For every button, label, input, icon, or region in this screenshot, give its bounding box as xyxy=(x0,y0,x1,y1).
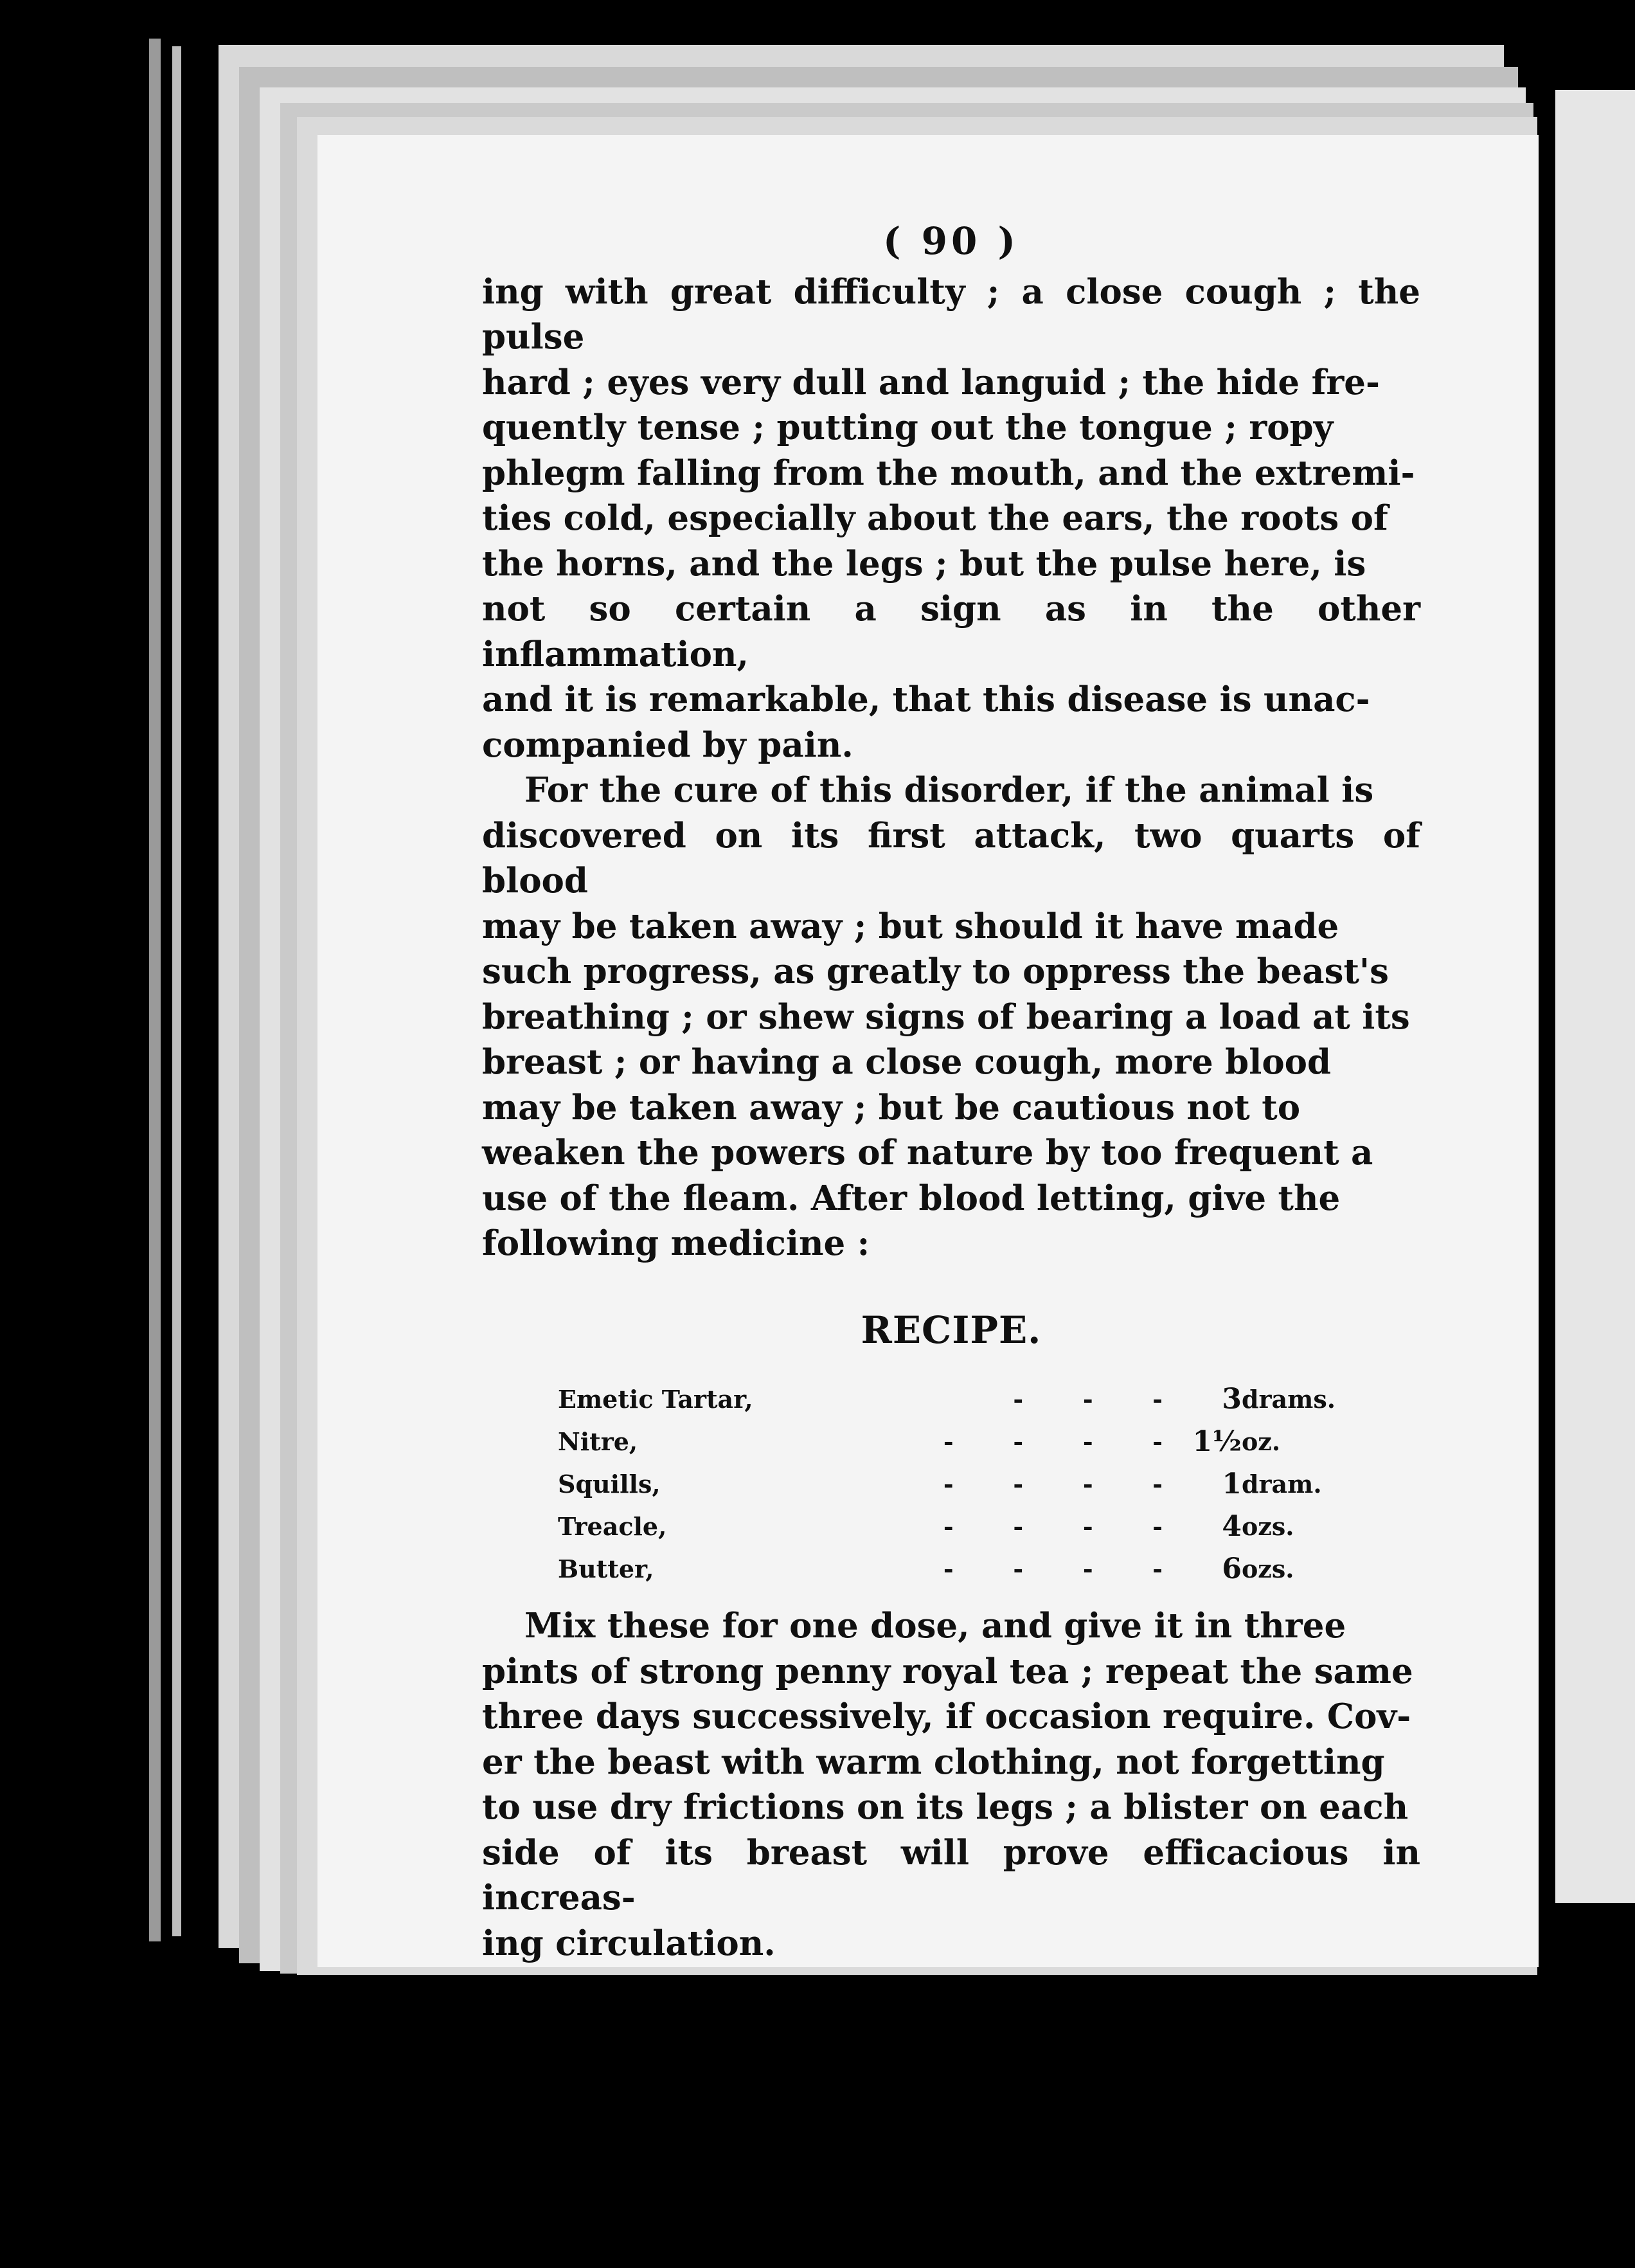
text-line: breast ; or having a close cough, more blood xyxy=(482,1042,1332,1082)
text-line: For the cure of this disorder, if the animal is xyxy=(524,770,1374,810)
text-line: pints of strong penny royal tea ; repeat the same xyxy=(482,1651,1413,1691)
text-line: weaken the powers of nature by too frequent a xyxy=(482,1133,1373,1173)
text-line: side of its breast will prove efficacious in increas- xyxy=(482,1832,1420,1918)
leader-dash: - xyxy=(1082,1385,1093,1414)
text-line: three days successively, if occasion require. Cov- xyxy=(482,1697,1411,1736)
leader-dash: - xyxy=(1152,1470,1163,1498)
page-text xyxy=(482,219,1420,1966)
text-line: may be taken away ; but be cautious not to xyxy=(482,1087,1301,1128)
leader-dash: - xyxy=(1013,1554,1024,1583)
recipe-quantity: 1 xyxy=(1222,1468,1242,1500)
facing-page xyxy=(1555,90,1635,1903)
leader-dash: - xyxy=(1082,1427,1093,1456)
text-line: the horns, and the legs ; but the pulse here, is xyxy=(482,543,1366,584)
text-line: hard ; eyes very dull and languid ; the hide fre- xyxy=(482,362,1380,402)
text-line: breathing ; or shew signs of bearing a load at its xyxy=(482,996,1410,1037)
text-line: companied by pain. xyxy=(482,724,853,765)
leader-dash: - xyxy=(1152,1554,1163,1583)
recipe-unit: oz. xyxy=(1241,1427,1281,1456)
recipe-unit: ozs. xyxy=(1241,1512,1294,1541)
text-line: phlegm falling from the mouth, and the extremi- xyxy=(482,453,1415,493)
text-line: ing with great difficulty ; a close cough ; the pulse xyxy=(482,271,1420,357)
leader-dash: - xyxy=(1152,1385,1163,1414)
recipe-quantity: 1½ xyxy=(1192,1425,1242,1458)
leader-dash: - xyxy=(1152,1427,1163,1456)
leader-dash: - xyxy=(1152,1512,1163,1541)
recipe-heading: RECIPE. xyxy=(861,1308,1042,1352)
recipe-row xyxy=(558,1421,1336,1463)
recipe-table xyxy=(558,1378,1336,1590)
paragraph-cure xyxy=(482,768,1420,1266)
text-line: such progress, as greatly to oppress the beast's xyxy=(482,951,1389,991)
leader-dash: - xyxy=(1013,1427,1024,1456)
recipe-quantity: 6 xyxy=(1222,1553,1242,1585)
paragraph-symptoms xyxy=(482,269,1420,768)
page-number: ( 90 ) xyxy=(883,219,1019,263)
recipe-unit: drams. xyxy=(1241,1385,1336,1414)
leader-dash: - xyxy=(943,1470,954,1498)
text-line: to use dry frictions on its legs ; a blister on each xyxy=(482,1787,1409,1827)
leader-dash: - xyxy=(1082,1470,1093,1498)
text-line: discovered on its first attack, two quarts of blood xyxy=(482,815,1420,901)
leader-dash: - xyxy=(943,1427,954,1456)
text-line: ing circulation. xyxy=(482,1923,776,1963)
recipe-unit: dram. xyxy=(1241,1470,1322,1498)
text-line: may be taken away ; but should it have made xyxy=(482,906,1339,946)
text-line: er the beast with warm clothing, not forgetting xyxy=(482,1742,1385,1782)
recipe-unit: ozs. xyxy=(1241,1554,1294,1583)
paragraph-directions xyxy=(482,1603,1420,1966)
leader-dash: - xyxy=(943,1554,954,1583)
recipe-row xyxy=(558,1548,1336,1590)
recipe-quantity: 4 xyxy=(1222,1510,1242,1543)
recipe-item: Nitre, xyxy=(558,1427,638,1456)
leader-dash xyxy=(914,1378,983,1421)
recipe-item: Squills, xyxy=(558,1470,661,1498)
recipe-quantity: 3 xyxy=(1222,1383,1242,1416)
leader-dash: - xyxy=(1082,1554,1093,1583)
text-line: not so certain a sign as in the other inflammation, xyxy=(482,589,1420,674)
text-line: following medicine : xyxy=(482,1223,870,1263)
leader-dash: - xyxy=(1013,1470,1024,1498)
page-edge xyxy=(149,39,161,1941)
text-line: and it is remarkable, that this disease is unac- xyxy=(482,680,1370,719)
recipe-row xyxy=(558,1506,1336,1548)
leader-dash: - xyxy=(1082,1512,1093,1541)
recipe-item: Treacle, xyxy=(558,1512,667,1541)
text-line: use of the fleam. After blood letting, give the xyxy=(482,1178,1341,1218)
text-line: Mix these for one dose, and give it in three xyxy=(524,1606,1346,1646)
page-edge xyxy=(172,46,181,1936)
text-line: quently tense ; putting out the tongue ; ropy xyxy=(482,408,1334,447)
leader-dash: - xyxy=(1013,1385,1024,1414)
leader-dash: - xyxy=(1013,1512,1024,1541)
recipe-item: Butter, xyxy=(558,1554,654,1583)
recipe-row xyxy=(558,1463,1336,1506)
leader-dash: - xyxy=(943,1512,954,1541)
text-line: ties cold, especially about the ears, the roots of xyxy=(482,498,1388,538)
recipe-row xyxy=(558,1378,1336,1421)
recipe-item: Emetic Tartar, xyxy=(558,1385,753,1414)
